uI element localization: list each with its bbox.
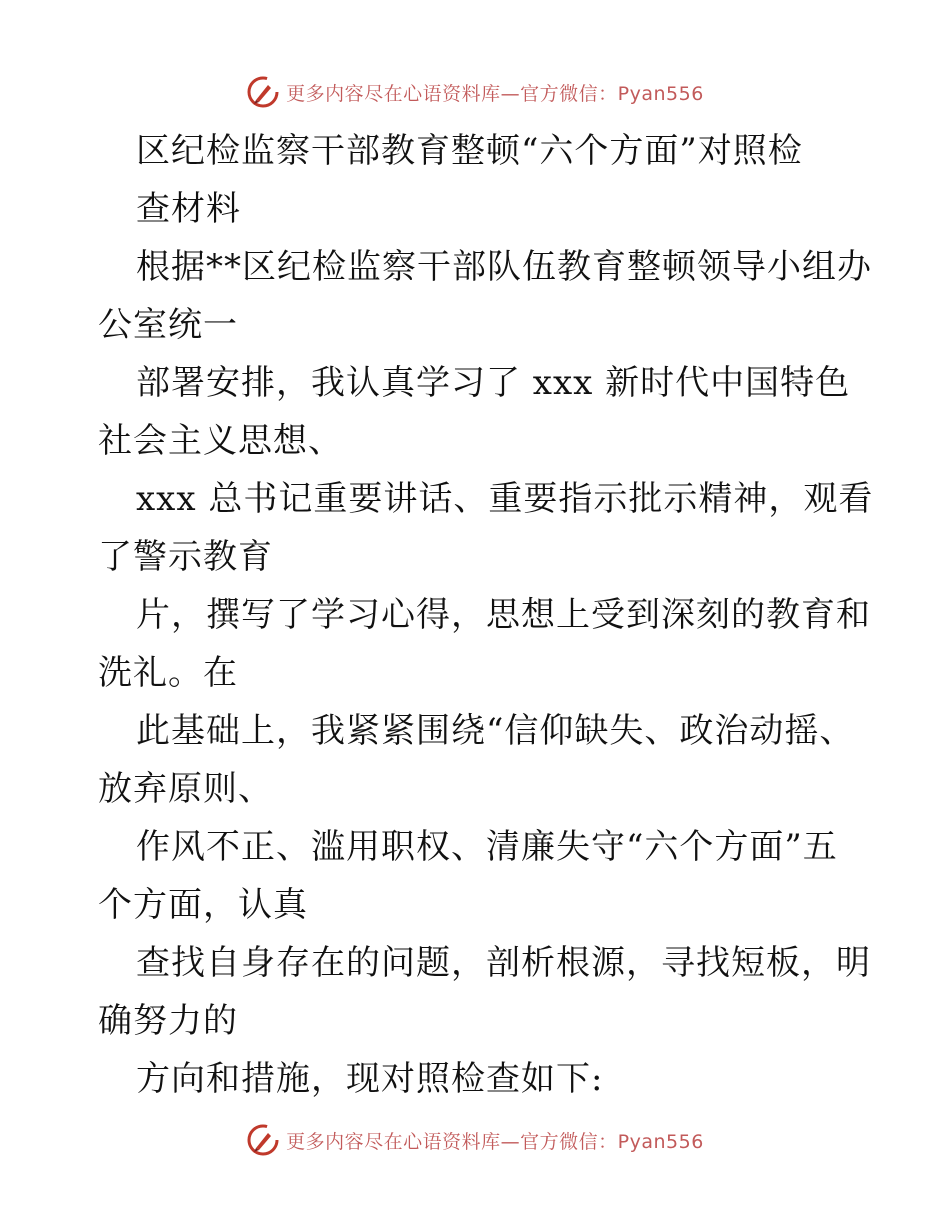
text-line: 个方面，认真 [98,885,308,925]
footer-watermark [0,1120,950,1160]
text-line: 部署安排，我认真学习了 xxx 新时代中国特色 [136,363,851,403]
text-line: 片，撰写了学习心得，思想上受到深刻的教育和 [136,595,871,635]
text-line: 作风不正、滥用职权、清廉失守“六个方面”五 [136,827,838,867]
watermark-text: 更多内容尽在心语资料库—官方微信：Pyan556 [286,1130,704,1153]
text-line: 根据**区纪检监察干部队伍教育整顿领导小组办 [136,247,872,287]
text-line: 查材料 [136,189,241,229]
text-line: 洗礼。在 [98,653,238,693]
text-line: 社会主义思想、 [98,421,343,461]
document-body [98,122,874,1108]
text-line: 方向和措施，现对照检查如下: [136,1059,604,1099]
text-line: 放弃原则、 [98,769,273,809]
text-line: 查找自身存在的问题，剖析根源，寻找短板，明 [136,943,871,983]
text-line: 确努力的 [98,1001,238,1041]
text-line: 了警示教育 [98,537,273,577]
header-watermark [0,72,950,112]
text-line: 公室统一 [98,305,238,345]
pen-logo-icon [246,75,280,109]
watermark-text: 更多内容尽在心语资料库—官方微信：Pyan556 [286,82,704,105]
text-line: xxx 总书记重要讲话、重要指示批示精神，观看 [136,479,874,519]
pen-logo-icon [246,1123,280,1157]
text-line: 此基础上，我紧紧围绕“信仰缺失、政治动摇、 [136,711,855,751]
text-line: 区纪检监察干部教育整顿“六个方面”对照检 [136,131,803,171]
